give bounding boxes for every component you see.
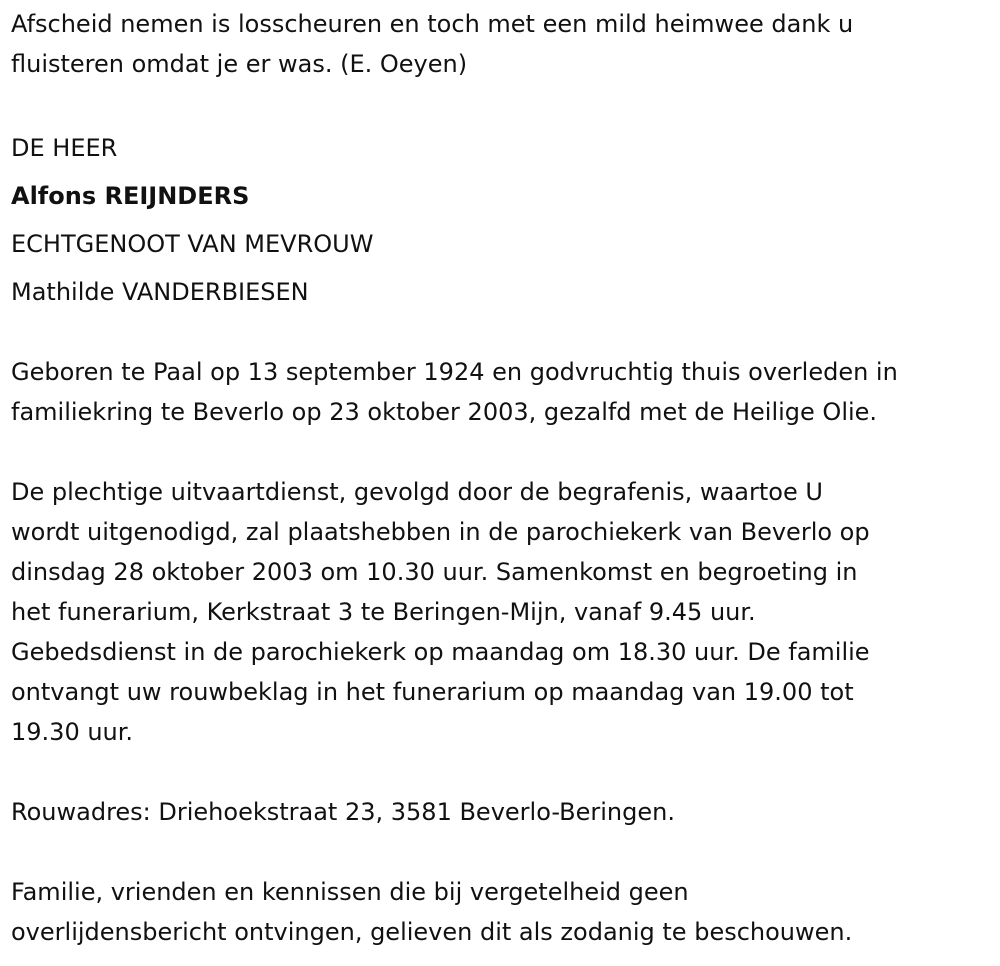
relation-label: ECHTGENOOT VAN MEVROUW [11,230,374,258]
spacer [11,84,991,124]
mourning-address: Rouwadres: Driehoekstraat 23, 3581 Beverlo-Beringen. [11,798,675,826]
deceased-block [11,124,991,316]
spouse-name: Mathilde VANDERBIESEN [11,278,309,306]
service-line: ontvangt uw rouwbeklag in het funerarium op maandag van 19.00 tot [11,678,854,706]
spacer [11,752,991,792]
birth-death-paragraph [11,352,991,432]
service-line: het funerarium, Kerkstraat 3 te Beringen-Mijn, vanaf 9.45 uur. [11,598,756,626]
quote-line: fluisteren omdat je er was. (E. Oeyen) [11,50,468,78]
notice-line: Familie, vrienden en kennissen die bij vergetelheid geen [11,878,689,906]
quote-paragraph [11,4,991,84]
service-line: dinsdag 28 oktober 2003 om 10.30 uur. Samenkomst en begroeting in [11,558,858,586]
deceased-title: DE HEER [11,134,118,162]
birth-death-line: Geboren te Paal op 13 september 1924 en godvruchtig thuis overleden in [11,358,898,386]
spacer [11,432,991,472]
spacer [11,832,991,872]
birth-death-line: familiekring te Beverlo op 23 oktober 2003, gezalfd met de Heilige Olie. [11,398,878,426]
obituary-document [11,4,991,952]
notice-paragraph [11,872,991,952]
spacer [11,316,991,352]
address-paragraph [11,792,991,832]
service-line: Gebedsdienst in de parochiekerk op maandag om 18.30 uur. De familie [11,638,870,666]
notice-line: overlijdensbericht ontvingen, gelieven dit als zodanig te beschouwen. [11,918,853,946]
service-line: 19.30 uur. [11,718,134,746]
service-paragraph [11,472,991,752]
deceased-name: Alfons REIJNDERS [11,182,250,210]
service-line: wordt uitgenodigd, zal plaatshebben in de parochiekerk van Beverlo op [11,518,870,546]
service-line: De plechtige uitvaartdienst, gevolgd door de begrafenis, waartoe U [11,478,823,506]
quote-line: Afscheid nemen is losscheuren en toch met een mild heimwee dank u [11,10,854,38]
